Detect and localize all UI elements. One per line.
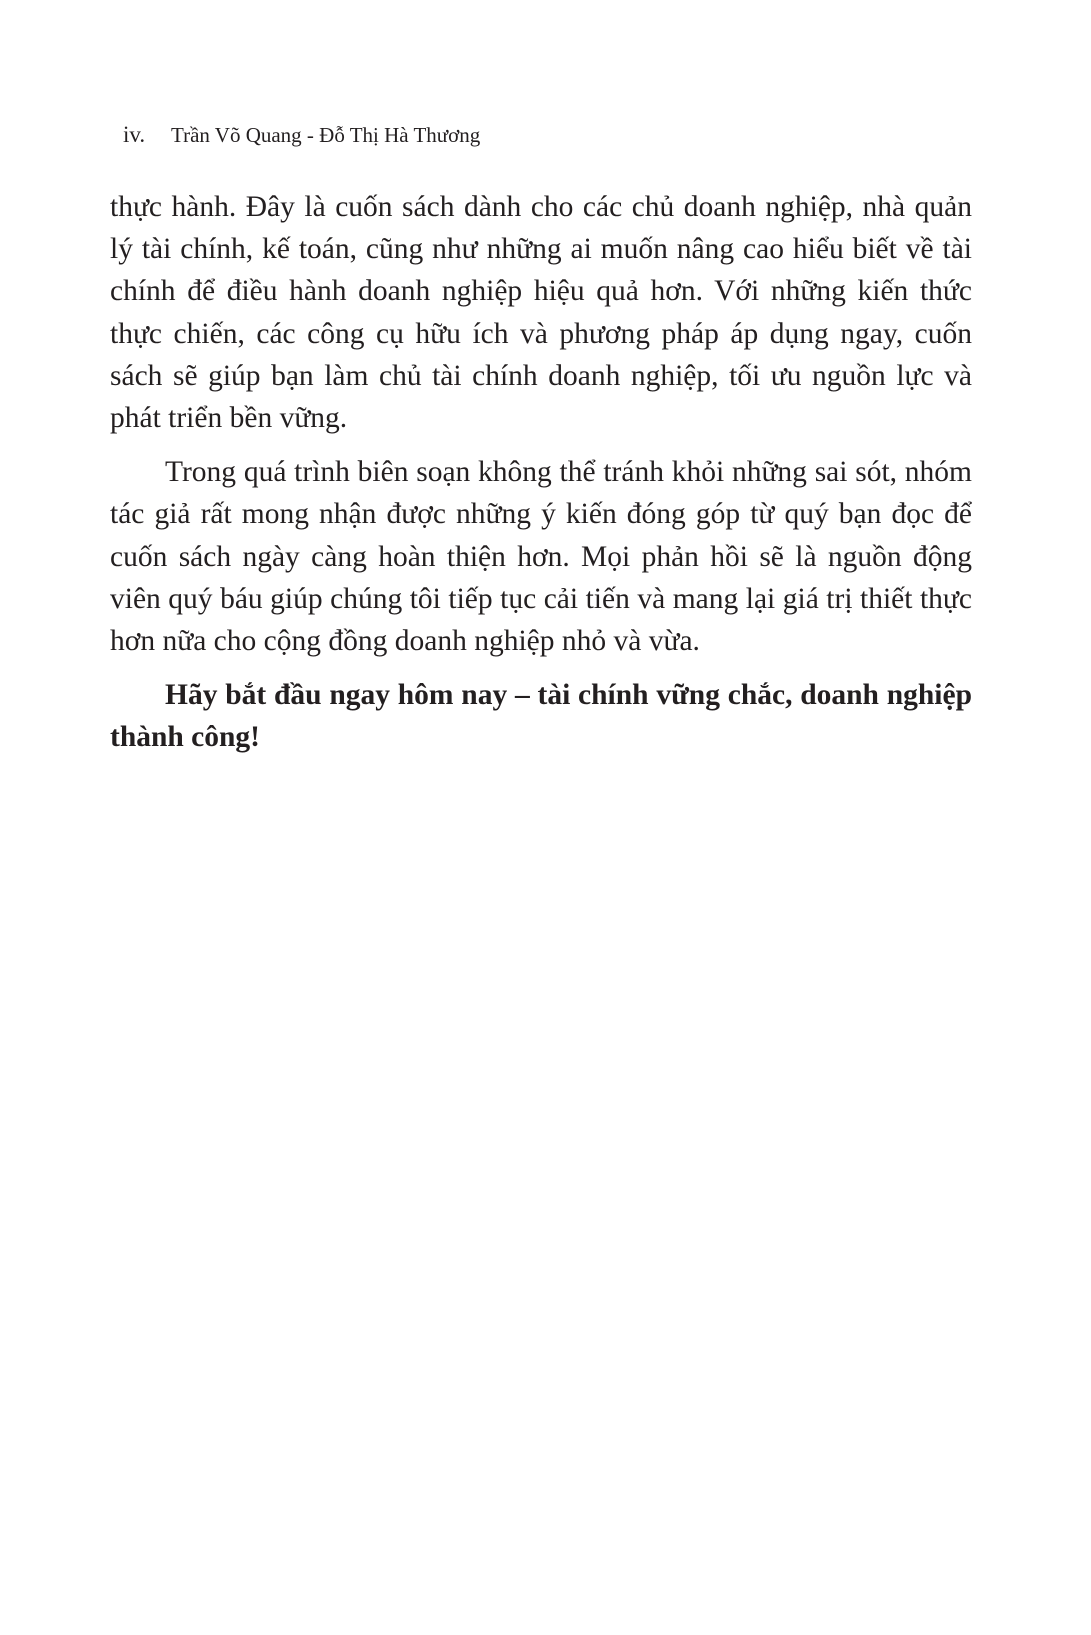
running-header <box>123 120 480 150</box>
header-authors: Trần Võ Quang - Đỗ Thị Hà Thương <box>171 123 481 147</box>
page-number: iv. <box>123 122 146 147</box>
paragraph-continued: thực hành. Đây là cuốn sách dành cho các chủ doanh nghiệp, nhà quản lý tài chính, kế toán, cũng như những ai muốn nâng cao hiểu biết về tài chính để điều hành doanh nghiệp hiệu quả hơn. Với những kiến thức thực chiến, các công cụ hữu ích và phương pháp áp dụng ngay, cuốn sách sẽ giúp bạn làm chủ tài chính doanh nghiệp, tối ưu nguồn lực và phát triển bền vững. <box>110 191 972 435</box>
body-text <box>110 186 972 759</box>
paragraph-acknowledgement: Trong quá trình biên soạn không thể tránh khỏi những sai sót, nhóm tác giả rất mong nhận được những ý kiến đóng góp từ quý bạn đọc để cuốn sách ngày càng hoàn thiện hơn. Mọi phản hồi sẽ là nguồn động viên quý báu giúp chúng tôi tiếp tục cải tiến và mang lại giá trị thiết thực hơn nữa cho cộng đồng doanh nghiệp nhỏ và vừa. <box>110 456 972 658</box>
closing-statement: Hãy bắt đầu ngay hôm nay – tài chính vững chắc, doanh nghiệp thành công! <box>110 679 972 754</box>
